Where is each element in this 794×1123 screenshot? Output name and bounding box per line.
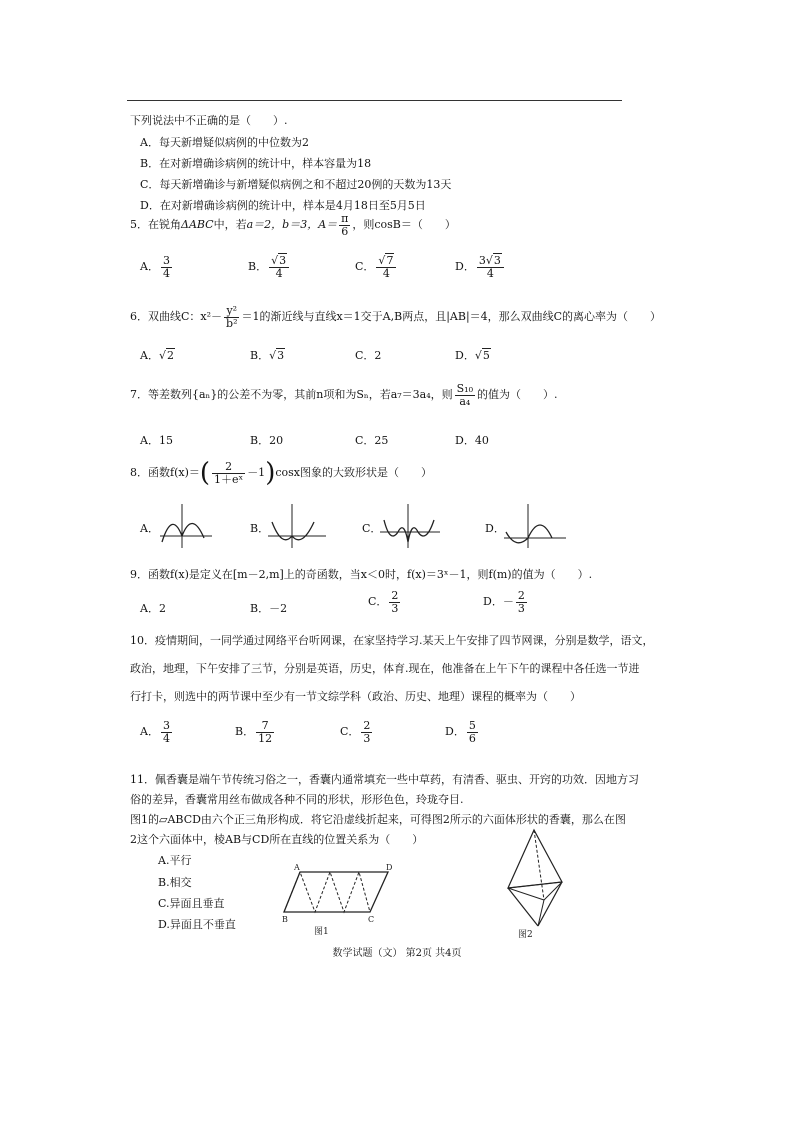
q6-rest: ＝1的渐近线与直线x＝1交于A,B两点，且|AB|＝4，那么双曲线C的离心率为（ ） (241, 310, 662, 324)
q6-opt-b-label: B． (250, 349, 270, 362)
q11-option-d: D.异面且不垂直 (158, 918, 236, 931)
fig1-caption: 图1 (314, 927, 329, 937)
q9-opt-d-sign: － (502, 595, 514, 609)
q5-triangle: ΔABC (181, 218, 214, 232)
q4-stem: 下列说法中不正确的是（ ）. (130, 114, 288, 127)
q6-opt-c-label: C． (355, 349, 375, 362)
q6-opt-a-label: A． (140, 349, 159, 362)
q8-graph-c (378, 502, 442, 550)
q8-prefix: 8．函数f(x)＝ (130, 466, 200, 479)
q10-option-d (445, 720, 480, 744)
q9-opt-c-num: 2 (391, 589, 399, 602)
q4-option-c: C．每天新增确诊与新增疑似病例之和不超过20例的天数为13天 (140, 178, 452, 191)
q8-label-c: C． (362, 522, 382, 535)
q6-y-fraction (224, 305, 239, 329)
fig2-caption: 图2 (518, 930, 533, 938)
fig1-label-b: B (282, 915, 288, 924)
q9-opt-c-label: C． (368, 595, 388, 609)
q5-opt-c-num: √7 (376, 255, 396, 268)
q5-angle-num: π (341, 212, 349, 225)
q6-y-den: b² (226, 316, 238, 330)
q10-option-b (235, 720, 276, 744)
q5-opt-c-radicand: 7 (386, 254, 394, 267)
q8-label-a: A． (140, 522, 159, 535)
q6-option-d: D．√5 (455, 349, 490, 362)
q9-opt-c-den: 3 (391, 601, 399, 615)
q6-opt-b-radicand: 3 (277, 349, 285, 362)
q10-opt-a-label: A． (140, 725, 159, 739)
q5-opt-b-den: 4 (275, 266, 283, 280)
q6-stem (130, 305, 661, 329)
q8-graph-b (266, 502, 328, 550)
q9-option-a: A．2 (140, 602, 166, 615)
q9-opt-d-fraction (516, 590, 527, 614)
q10-line-2: 政治，地理，下午安排了三节，分别是英语，历史，体育.现在，他准备在上午下午的课程中各任选一节进 (130, 662, 640, 675)
q5-opt-b-radicand: 3 (279, 254, 287, 267)
q5-opt-c-fraction (376, 255, 396, 279)
q7-option-d: D．40 (455, 434, 489, 447)
page-footer: 数学试题（文） 第2页 共4页 (332, 948, 462, 959)
q5-opt-d-coef: 3 (478, 254, 486, 267)
q7-option-c: C．25 (355, 434, 389, 447)
q10-opt-b-den: 12 (258, 731, 273, 745)
q5-prefix: 5．在锐角 (130, 218, 181, 232)
q10-opt-c-num: 2 (363, 719, 371, 732)
q5-opt-c-label: C． (355, 260, 375, 274)
q10-opt-d-fraction (467, 720, 478, 744)
q10-option-c (340, 720, 374, 744)
q9-opt-d-num: 2 (517, 589, 525, 602)
q10-option-a (140, 720, 174, 744)
q5-suffix: ，则cosB＝（ ） (352, 218, 456, 232)
q5-condition: a＝2，b＝3，A＝ (246, 218, 338, 232)
q8-stem (130, 458, 432, 488)
q8-fraction-num: 2 (212, 461, 245, 474)
q6-y-num: y² (224, 305, 239, 318)
q10-line-3: 行打卡，则选中的两节课中至少有一节文综学科（政治、历史、地理）课程的概率为（ ） (130, 690, 581, 703)
q5-opt-a-label: A． (140, 260, 159, 274)
q10-opt-c-den: 3 (363, 731, 371, 745)
q7-suffix: 的值为（ ）. (476, 388, 558, 402)
q10-opt-d-num: 5 (468, 719, 476, 732)
q9-option-d (483, 590, 529, 614)
q8-right-paren: ) (265, 458, 276, 488)
q6-opt-d-label: D． (455, 349, 475, 362)
q10-opt-b-fraction (256, 720, 274, 744)
q5-option-b (248, 255, 291, 279)
q9-opt-c-fraction (389, 590, 400, 614)
q8-minus-one: －1 (247, 466, 266, 479)
q11-option-c: C.异面且垂直 (158, 897, 225, 910)
q11-option-a: A.平行 (158, 854, 192, 867)
q6-option-c (355, 347, 381, 363)
fig1-label-a: A (294, 864, 300, 872)
q6-opt-a-radicand: 2 (166, 349, 174, 362)
q8-label-d: D． (485, 522, 505, 535)
q5-option-d (455, 255, 506, 279)
q5-option-c (355, 255, 398, 279)
q5-opt-d-label: D． (455, 260, 475, 274)
q7-option-a: A．15 (140, 434, 173, 447)
figure-2-hexahedron (500, 826, 572, 938)
q8-graph-a (158, 502, 214, 550)
q7-fraction-den: a₄ (459, 394, 471, 408)
q5-opt-c-den: 4 (382, 266, 390, 280)
q10-opt-c-label: C． (340, 725, 360, 739)
q8-fraction (212, 461, 245, 485)
q5-mid: 中，若 (213, 218, 247, 232)
top-rule (127, 100, 622, 101)
q8-label-b: B． (250, 522, 270, 535)
q8-left-paren: ( (199, 458, 211, 488)
figure-1-parallelogram (282, 864, 394, 938)
q7-option-b: B．20 (250, 434, 284, 447)
q6-option-a: A．√2 (140, 349, 174, 362)
q5-option-a (140, 255, 174, 279)
q9-opt-d-den: 3 (517, 601, 525, 615)
q6-option-b: B．√3 (250, 349, 285, 362)
q10-opt-a-den: 4 (162, 731, 170, 745)
q10-opt-b-num: 7 (256, 720, 274, 733)
q9-stem: 9．函数f(x)是定义在[m－2,m]上的奇函数，当x＜0时，f(x)＝3ˣ－1，则f(m)的值为（ ）. (130, 568, 593, 581)
q6-opt-d-radicand: 5 (482, 349, 490, 362)
q11-line-1: 11．佩香囊是端午节传统习俗之一，香囊内通常填充一些中草药，有清香、驱虫、开窍的功效．因地方习 (130, 773, 639, 786)
q7-prefix: 7．等差数列{aₙ}的公差不为零，其前n项和为Sₙ，若a₇＝3a₄，则 (130, 388, 453, 402)
q9-opt-d-label: D． (483, 595, 503, 609)
q11-option-b: B.相交 (158, 876, 192, 889)
q11-line-2: 俗的差异，香囊常用丝布做成各种不同的形状，形形色色，玲珑夺目. (130, 793, 464, 806)
q8-suffix: cosx图象的大致形状是（ ） (275, 466, 432, 479)
q9-option-c (368, 590, 402, 614)
q5-opt-b-num: √3 (269, 255, 289, 268)
q9-option-b: B．－2 (250, 602, 288, 615)
q10-opt-a-num: 3 (162, 719, 170, 732)
q5-opt-d-fraction (477, 255, 504, 279)
q4-option-b: B．在对新增确诊病例的统计中，样本容量为18 (140, 157, 372, 170)
q10-line-1: 10．疫情期间，一同学通过网络平台听网课，在家坚持学习.某天上午安排了四节网课，分别是数学，语文， (130, 634, 654, 647)
q5-angle-den: 6 (341, 224, 349, 238)
q7-fraction (455, 383, 475, 407)
q7-stem (130, 383, 557, 407)
q10-opt-c-fraction (361, 720, 372, 744)
q11-line-4: 2这个六面体中，棱AB与CD所在直线的位置关系为（ ） (130, 833, 424, 846)
q8-fraction-den: 1＋eˣ (214, 472, 244, 486)
q5-opt-d-den: 4 (486, 266, 494, 280)
q5-opt-b-fraction (269, 255, 289, 279)
q4-option-d: D．在对新增确诊病例的统计中，样本是4月18日至5月5日 (140, 199, 426, 212)
q5-opt-d-radicand: 3 (493, 254, 501, 267)
q5-opt-d-num: 3√3 (477, 255, 504, 268)
q5-opt-a-den: 4 (162, 266, 170, 280)
q11-line-3: 图1的▱ABCD由六个正三角形构成．将它沿虚线折起来，可得图2所示的六面体形状的香囊，那么在图 (130, 813, 626, 826)
q5-opt-a-num: 3 (162, 254, 170, 267)
fig1-label-c: C (368, 915, 375, 924)
q7-fraction-num: S₁₀ (456, 382, 473, 395)
q10-opt-d-den: 6 (468, 731, 476, 745)
q4-option-a: A．每天新增疑似病例的中位数为2 (140, 136, 309, 149)
q5-opt-a-fraction (161, 255, 172, 279)
q6-opt-c-value: 2 (374, 349, 382, 362)
q5-opt-b-label: B． (248, 260, 268, 274)
q10-opt-a-fraction (161, 720, 172, 744)
q5-angle-fraction (339, 213, 350, 237)
q8-graph-d (502, 502, 568, 550)
q10-opt-d-label: D． (445, 725, 465, 739)
q10-opt-b-label: B． (235, 725, 255, 739)
q6-prefix: 6．双曲线C：x²－ (130, 310, 223, 324)
q5-stem (130, 213, 456, 237)
fig1-label-d: D (386, 864, 393, 872)
